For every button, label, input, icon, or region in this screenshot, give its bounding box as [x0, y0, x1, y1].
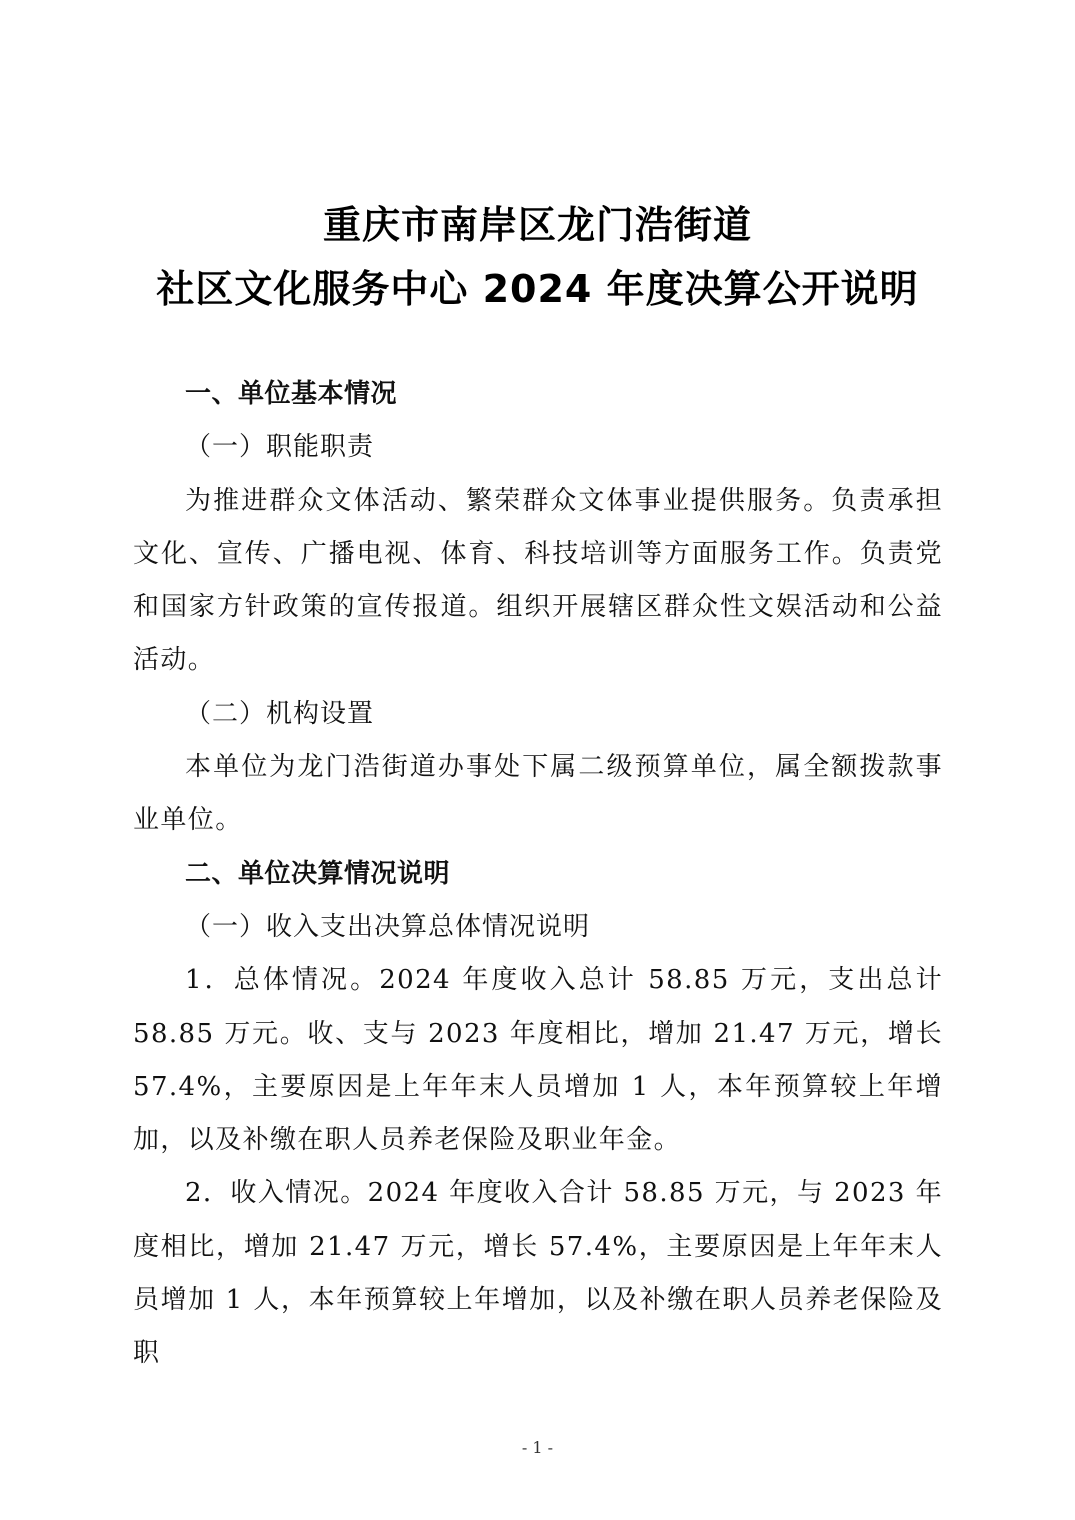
subsection-heading-organization: （二）机构设置	[185, 698, 375, 729]
section-heading-final-accounts: 二、单位决算情况说明	[185, 858, 451, 889]
paragraph-duties: 为推进群众文体活动、繁荣群众文体事业提供服务。负责承担文化、宣传、广播电视、体育、科技培训等方面服务工作。负责党和国家方针政策的宣传报道。组织开展辖区群众性文娱活动和公益活动。	[133, 485, 943, 676]
document-title-line-1: 重庆市南岸区龙门浩街道	[322, 203, 752, 247]
paragraph-overall: 1．总体情况。2024 年度收入总计 58.85 万元，支出总计 58.85 万元。收、支与 2023 年度相比，增加 21.47 万元，增长 57.4%，主要原因是上年年末人员增加 1 人，本年预算较上年增加，以及补缴在职人员养老保险及职业年金。	[133, 965, 943, 1156]
paragraph-organization: 本单位为龙门浩街道办事处下属二级预算单位，属全额拨款事业单位。	[133, 752, 943, 836]
page-number: - 1 -	[521, 1438, 554, 1457]
paragraph-income: 2．收入情况。2024 年度收入合计 58.85 万元，与 2023 年度相比，增加 21.47 万元，增长 57.4%，主要原因是上年年末人员增加 1 人，本年预算较上年增加，以及补缴在职人员养老保险及职	[133, 1178, 943, 1369]
subsection-heading-duties: （一）职能职责	[185, 432, 375, 463]
document-body	[133, 368, 943, 1381]
subsection-heading-income-expenditure: （一）收入支出决算总体情况说明	[185, 911, 591, 942]
document-title-line-2: 社区文化服务中心 2024 年度决算公开说明	[156, 267, 919, 311]
section-heading-basic-info: 一、单位基本情况	[185, 379, 398, 409]
